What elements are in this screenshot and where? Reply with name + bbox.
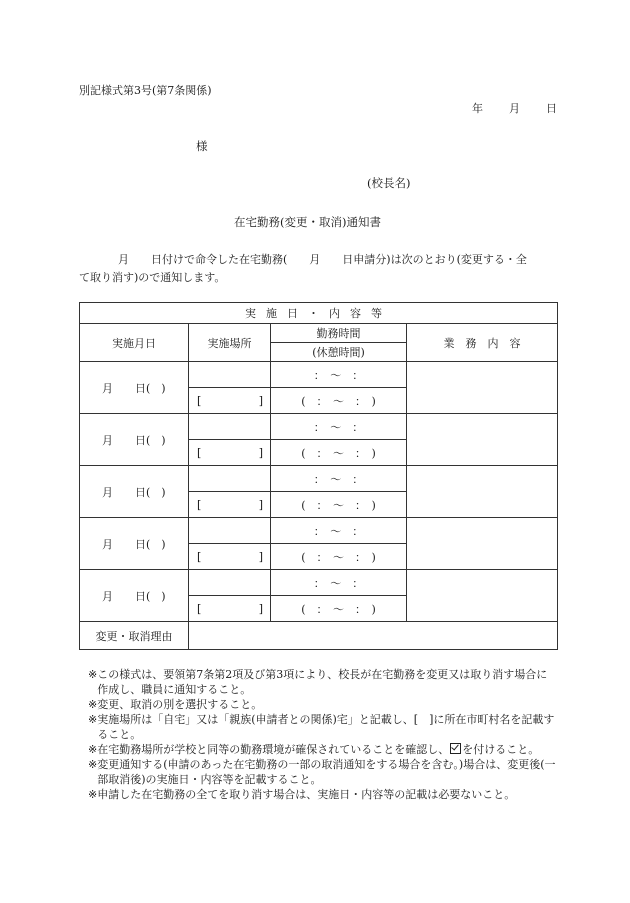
row-time[interactable]: ： 〜 ： [271,414,407,440]
note-item: ※ 申請した在宅勤務の全てを取り消す場合は、実施日・内容等の記載は必要ないこと。 [88,788,516,801]
row-time[interactable]: ： 〜 ： [271,362,407,388]
row-date[interactable]: 月 日( ) [80,570,189,622]
row-date[interactable]: 月 日( ) [80,466,189,518]
row-work[interactable] [407,362,558,414]
col-header-time: 勤務時間 [271,324,407,343]
row-work[interactable] [407,518,558,570]
row-break[interactable]: ( ： 〜 ： ) [271,544,407,570]
table-row [80,570,558,596]
recipient-suffix: 様 [196,139,208,153]
row-place[interactable] [189,518,271,544]
reason-label: 変更・取消理由 [80,622,189,650]
body-line-2: て取り消す)ので通知します。 [79,271,226,284]
checkbox-checked-icon [450,743,461,754]
note-item: ※ 変更、取消の別を選択すること。 [88,698,263,711]
month-label: 月 [509,102,520,115]
table-header-span: 実施日・内容等 [80,303,558,324]
sender-name: (校長名) [367,176,411,190]
col-header-place: 実施場所 [189,324,271,362]
row-place[interactable] [189,362,271,388]
body-line-1: 月 日付けで命令した在宅勤務( 月 日申請分)は次のとおり(変更する・全 [118,253,527,266]
row-break[interactable]: ( ： 〜 ： ) [271,388,407,414]
row-break[interactable]: ( ： 〜 ： ) [271,596,407,622]
row-time[interactable]: ： 〜 ： [271,466,407,492]
note-item: ※ 実施場所は「自宅」又は「親族(申請者との関係)宅」と記載し、[ ]に所在市町村名を記載すること。 [88,713,555,741]
table-row [80,414,558,440]
document-title: 在宅勤務(変更・取消)通知書 [234,215,381,229]
form-number: 別記様式第3号(第7条関係) [79,84,212,97]
col-header-date: 実施月日 [80,324,189,362]
row-place-municipality[interactable]: [ ] [189,492,271,518]
row-time[interactable]: ： 〜 ： [271,570,407,596]
row-time[interactable]: ： 〜 ： [271,518,407,544]
col-header-break: (休憩時間) [271,343,407,362]
note-item: ※ 在宅勤務場所が学校と同等の勤務環境が確保されていることを確認し、 を付けること。 [88,743,540,756]
col-header-work: 業 務 内 容 [407,324,558,362]
date-line [472,100,557,116]
row-date[interactable]: 月 日( ) [80,414,189,466]
row-place[interactable] [189,414,271,440]
notes-list [88,667,558,802]
row-place-municipality[interactable]: [ ] [189,596,271,622]
row-break[interactable]: ( ： 〜 ： ) [271,492,407,518]
row-work[interactable] [407,414,558,466]
row-place-municipality[interactable]: [ ] [189,440,271,466]
row-place[interactable] [189,570,271,596]
row-work[interactable] [407,570,558,622]
table-row [80,466,558,492]
row-work[interactable] [407,466,558,518]
reason-field[interactable] [189,622,558,650]
table-row [80,362,558,388]
year-label: 年 [472,102,483,115]
row-break[interactable]: ( ： 〜 ： ) [271,440,407,466]
note-item: ※ 変更通知する(申請のあった在宅勤務の一部の取消通知をする場合を含む。)場合は、変更後(一部取消後)の実施日・内容等を記載すること。 [88,758,556,786]
table-row [80,518,558,544]
day-label: 日 [546,102,557,115]
schedule-table [79,302,558,650]
note-item: ※ この様式は、要領第7条第2項及び第3項により、校長が在宅勤務を変更又は取り消す場合に作成し、職員に通知すること。 [88,668,548,696]
row-place-municipality[interactable]: [ ] [189,544,271,570]
row-date[interactable]: 月 日( ) [80,518,189,570]
row-date[interactable]: 月 日( ) [80,362,189,414]
row-place-municipality[interactable]: [ ] [189,388,271,414]
row-place[interactable] [189,466,271,492]
